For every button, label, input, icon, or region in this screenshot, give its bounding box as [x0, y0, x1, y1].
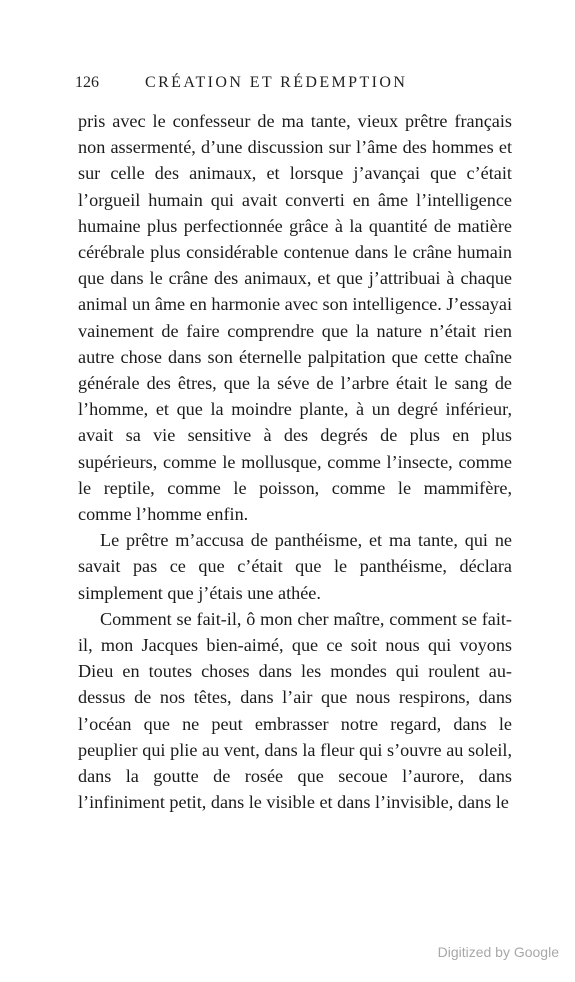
body-text [78, 108, 512, 815]
running-title: CRÉATION ET RÉDEMPTION [145, 74, 408, 91]
paragraph-1: pris avec le confesseur de ma tante, vieux prêtre français non assermenté, d’une discussion sur l’âme des hommes et sur celle des animaux, et lorsque j’avançai que c’était l’orgueil humain qui avait converti en âme l’intelligence humaine plus perfectionnée grâce à la quantité de matière cérébrale plus considérable contenue dans le crâne humain que dans le crâne des animaux, et que j’attribuai à chaque animal un âme en harmonie avec son intelligence. J’essayai vainement de faire comprendre que la nature n’était rien autre chose dans son éternelle palpitation que cette chaîne générale des êtres, que la séve de l’arbre était le sang de l’homme, et que la moindre plante, à un degré inférieur, avait sa vie sensitive à des degrés de plus en plus supérieurs, comme le mollusque, comme l’insecte, comme le reptile, comme le poisson, comme le mammifère, comme l’homme enfin. [78, 111, 512, 525]
page-header [75, 74, 511, 96]
digitized-watermark: Digitized by Google [437, 944, 559, 960]
page-number: 126 [75, 74, 99, 91]
paragraph-3: Comment se fait-il, ô mon cher maître, comment se fait-il, mon Jacques bien-aimé, que ce soit nous qui voyons Dieu en toutes choses dans les mondes qui roulent au-dessus de nos têtes, dans l’air que nous respirons, dans l’océan que ne peut embrasser notre regard, dans le peuplier qui plie au vent, dans la fleur qui s’ouvre au soleil, dans la goutte de rosée que secoue l’aurore, dans l’infiniment petit, dans le visible et dans l’invisible, dans le [78, 608, 512, 813]
paragraph-2: Le prêtre m’accusa de panthéisme, et ma tante, qui ne savait pas ce que c’était que le panthéisme, déclara simplement que j’étais une athée. [78, 530, 512, 603]
